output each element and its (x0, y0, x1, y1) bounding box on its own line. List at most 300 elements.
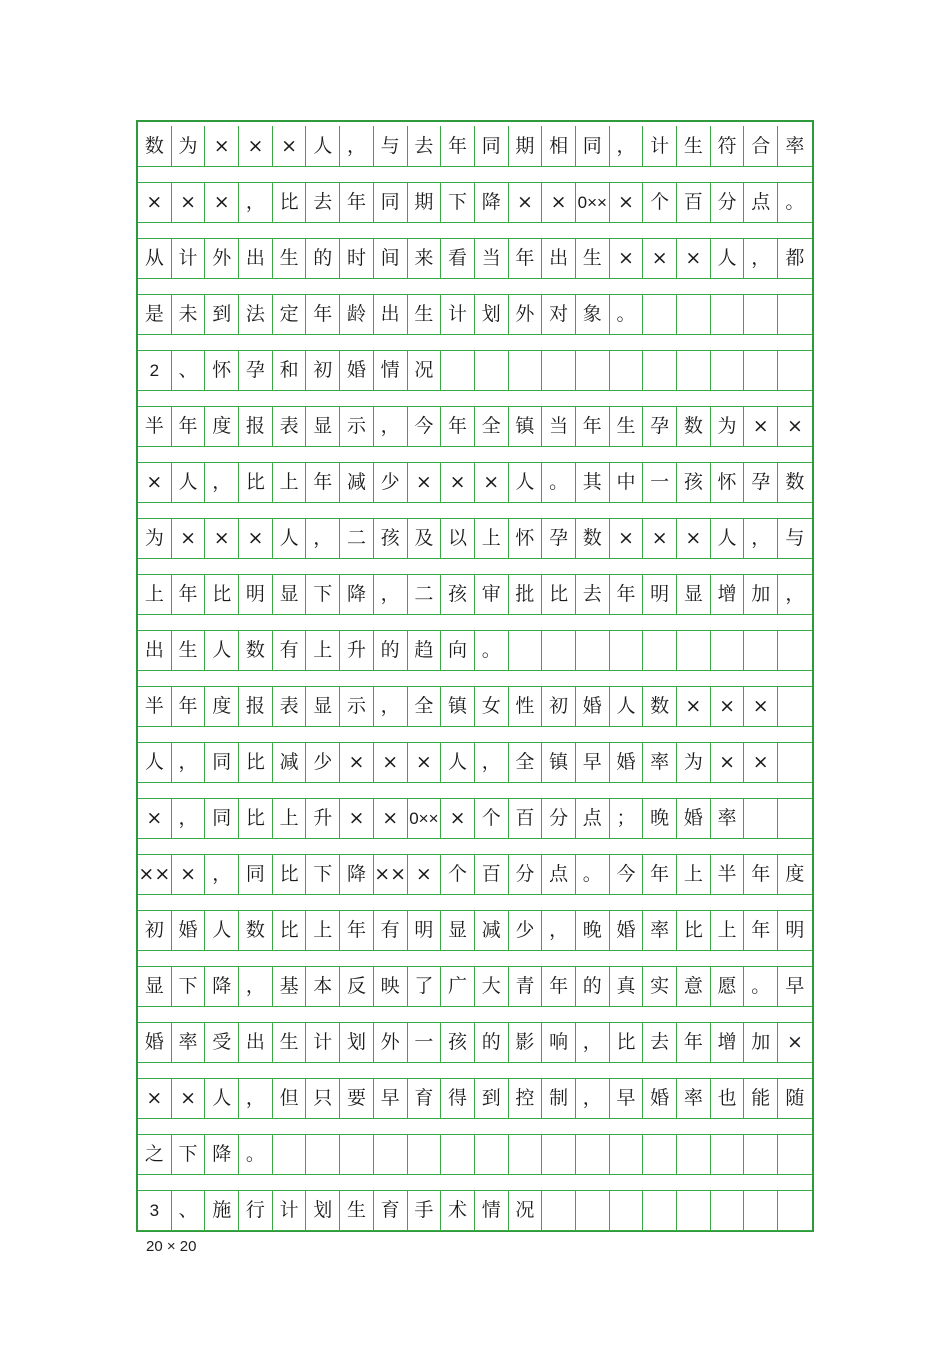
grid-cell: 3 (138, 1190, 172, 1230)
grid-cell: 年 (610, 574, 644, 614)
grid-cell: 划 (340, 1022, 374, 1062)
grid-cell (610, 350, 644, 390)
grid-cell: × (475, 462, 509, 502)
grid-cell: 随 (785, 1086, 805, 1109)
grid-cell: 分 (509, 854, 543, 894)
grid-cell: 及 (408, 518, 442, 558)
grid-cell: 少 (374, 462, 408, 502)
grid-cell: × (643, 238, 677, 278)
grid-cell: 个 (441, 854, 475, 894)
grid-cell: 对 (542, 294, 576, 334)
grid-cell: 降 (340, 574, 374, 614)
grid-cell: 今 (408, 406, 442, 446)
row-spacer (138, 502, 812, 519)
grid-cell: 少 (509, 910, 543, 950)
grid-cell: 的 (306, 238, 340, 278)
grid-cell: 孩 (441, 1022, 475, 1062)
row-spacer (138, 278, 812, 295)
grid-row (138, 686, 812, 727)
grid-cell: 早 (610, 1078, 644, 1118)
grid-cell: 百 (509, 798, 543, 838)
grid-cell: 上 (306, 910, 340, 950)
grid-cell: 显 (273, 574, 307, 614)
grid-cell: 符 (711, 126, 745, 166)
grid-cell (711, 630, 745, 670)
grid-cell: 出 (374, 294, 408, 334)
grid-cell: 人 (711, 518, 745, 558)
grid-cell: × (744, 742, 778, 782)
grid-cell (677, 630, 711, 670)
grid-cell: 孕 (744, 462, 778, 502)
grid-cell: 本 (306, 966, 340, 1006)
grid-cell: 比 (677, 910, 711, 950)
grid-cell: 。 (785, 190, 805, 213)
grid-cell: 生 (677, 126, 711, 166)
grid-cell: 初 (542, 686, 576, 726)
grid-cell: 孩 (677, 462, 711, 502)
manuscript-grid-paper (136, 120, 814, 1232)
grid-cell: 出 (239, 1022, 273, 1062)
grid-cell: × (172, 182, 206, 222)
grid-cell: 与 (374, 126, 408, 166)
grid-cell: 升 (340, 630, 374, 670)
grid-cell: 今 (610, 854, 644, 894)
grid-cell: 一 (643, 462, 677, 502)
grid-cell: × (205, 182, 239, 222)
grid-cell: × (786, 414, 803, 437)
grid-cell: 婚 (677, 798, 711, 838)
grid-cell (711, 1134, 745, 1174)
row-spacer (138, 1118, 812, 1135)
grid-cell: 数 (643, 686, 677, 726)
grid-cell: 外 (374, 1022, 408, 1062)
grid-cell: ， (610, 126, 644, 166)
grid-cell: 比 (239, 462, 273, 502)
grid-cell (744, 1190, 778, 1230)
grid-cell: 审 (475, 574, 509, 614)
grid-cell: ， (205, 854, 239, 894)
grid-cell: 以 (441, 518, 475, 558)
grid-cell: 比 (610, 1022, 644, 1062)
grid-cell: 人 (205, 630, 239, 670)
grid-cell: 未 (172, 294, 206, 334)
grid-cell: 人 (711, 238, 745, 278)
grid-cell: 况 (408, 350, 442, 390)
row-spacer (138, 894, 812, 911)
grid-cell: 看 (441, 238, 475, 278)
grid-cell: × (138, 462, 172, 502)
grid-cell: 少 (306, 742, 340, 782)
grid-cell: 比 (239, 742, 273, 782)
grid-cell: × (273, 126, 307, 166)
grid-cell: 明 (643, 574, 677, 614)
grid-cell: 晚 (643, 798, 677, 838)
grid-cell: 相 (542, 126, 576, 166)
grid-cell: 早 (785, 974, 805, 997)
grid-cell: 青 (509, 966, 543, 1006)
grid-cell: 明 (239, 574, 273, 614)
grid-cell: 批 (509, 574, 543, 614)
grid-cell: 婚 (576, 686, 610, 726)
grid-cell: 怀 (205, 350, 239, 390)
grid-cell: ， (542, 910, 576, 950)
grid-cell: 法 (239, 294, 273, 334)
grid-cell: × (786, 1030, 803, 1053)
grid-cell (610, 1134, 644, 1174)
grid-cell: ， (374, 406, 408, 446)
grid-cell: 响 (542, 1022, 576, 1062)
grid-cell: 半 (711, 854, 745, 894)
grid-cell: 年 (306, 462, 340, 502)
grid-cell: × (408, 854, 442, 894)
grid-cell: ×× (138, 854, 172, 894)
grid-cell (711, 1190, 745, 1230)
grid-cell: ； (610, 798, 644, 838)
grid-cell (542, 1190, 576, 1230)
grid-cell: 上 (475, 518, 509, 558)
grid-cell: 比 (239, 798, 273, 838)
grid-cell: 婚 (172, 910, 206, 950)
grid-cell: 半 (138, 406, 172, 446)
grid-cell (408, 1134, 442, 1174)
grid-cell: × (340, 742, 374, 782)
grid-cell: 上 (306, 630, 340, 670)
grid-cell: 0×× (408, 798, 442, 838)
grid-cell: × (205, 518, 239, 558)
grid-row (138, 966, 812, 1007)
grid-cell: × (239, 518, 273, 558)
grid-cell (677, 350, 711, 390)
grid-cell: 镇 (542, 742, 576, 782)
grid-cell: 显 (677, 574, 711, 614)
row-spacer (138, 334, 812, 351)
grid-cell: 降 (475, 182, 509, 222)
grid-cell: 得 (441, 1078, 475, 1118)
grid-cell: 孩 (441, 574, 475, 614)
grid-cell: 都 (785, 246, 805, 269)
grid-cell: 比 (273, 910, 307, 950)
grid-cell (509, 350, 543, 390)
grid-cell: 比 (542, 574, 576, 614)
grid-cell (643, 294, 677, 334)
grid-cell (778, 294, 812, 334)
grid-cell: 全 (509, 742, 543, 782)
grid-cell: 去 (576, 574, 610, 614)
grid-cell (643, 1134, 677, 1174)
row-spacer (138, 1062, 812, 1079)
grid-cell (778, 798, 812, 838)
grid-cell: ， (576, 1022, 610, 1062)
grid-cell: 间 (374, 238, 408, 278)
grid-cell: 显 (306, 406, 340, 446)
grid-cell: 孕 (239, 350, 273, 390)
grid-cell: 同 (576, 126, 610, 166)
grid-size-label: 20 × 20 (146, 1238, 197, 1255)
grid-cell: × (138, 798, 172, 838)
grid-cell: 期 (408, 182, 442, 222)
grid-cell: 数 (785, 470, 805, 493)
grid-cell: 期 (509, 126, 543, 166)
grid-cell: 术 (441, 1190, 475, 1230)
grid-cell: × (172, 854, 206, 894)
grid-cell: ， (374, 574, 408, 614)
grid-cell: 同 (475, 126, 509, 166)
row-spacer (138, 166, 812, 183)
grid-cell: 意 (677, 966, 711, 1006)
grid-cell: 点 (576, 798, 610, 838)
grid-cell: 来 (408, 238, 442, 278)
grid-cell: ， (576, 1078, 610, 1118)
grid-cell: ， (239, 1078, 273, 1118)
grid-cell: 晚 (576, 910, 610, 950)
grid-cell: 婚 (138, 1022, 172, 1062)
grid-cell (374, 1134, 408, 1174)
grid-cell (475, 1134, 509, 1174)
grid-cell: × (172, 1078, 206, 1118)
grid-cell: 为 (677, 742, 711, 782)
grid-cell: × (441, 798, 475, 838)
grid-cell: 2 (138, 350, 172, 390)
grid-cell (441, 1134, 475, 1174)
grid-cell: 反 (340, 966, 374, 1006)
grid-cell: 去 (306, 182, 340, 222)
grid-cell: 减 (273, 742, 307, 782)
grid-row (138, 294, 812, 335)
grid-cell: 年 (441, 406, 475, 446)
grid-cell: 从 (138, 238, 172, 278)
grid-cell: 下 (306, 854, 340, 894)
grid-cell: 年 (542, 966, 576, 1006)
grid-row (138, 1022, 812, 1063)
grid-cell: 出 (542, 238, 576, 278)
grid-cell: × (677, 518, 711, 558)
grid-cell: 计 (172, 238, 206, 278)
grid-cell: 去 (408, 126, 442, 166)
grid-cell: 降 (340, 854, 374, 894)
grid-cell (273, 1134, 307, 1174)
grid-cell: ， (306, 518, 340, 558)
grid-cell: 全 (475, 406, 509, 446)
grid-cell: 要 (340, 1078, 374, 1118)
grid-cell: 初 (138, 910, 172, 950)
grid-cell: 到 (475, 1078, 509, 1118)
grid-cell: 减 (340, 462, 374, 502)
grid-row (138, 406, 812, 447)
grid-cell: 计 (441, 294, 475, 334)
grid-cell: 人 (273, 518, 307, 558)
grid-cell (778, 630, 812, 670)
grid-cell: × (374, 742, 408, 782)
grid-cell (576, 1190, 610, 1230)
grid-cell: 下 (441, 182, 475, 222)
grid-cell (542, 1134, 576, 1174)
grid-cell (610, 630, 644, 670)
grid-cell: 率 (643, 742, 677, 782)
grid-cell: 0×× (576, 182, 610, 222)
grid-cell: 年 (340, 182, 374, 222)
grid-cell: 映 (374, 966, 408, 1006)
grid-row (138, 798, 812, 839)
grid-cell: 到 (205, 294, 239, 334)
grid-cell: 真 (610, 966, 644, 1006)
grid-cell: 影 (509, 1022, 543, 1062)
grid-cell (509, 630, 543, 670)
grid-cell: 人 (509, 462, 543, 502)
grid-cell: 数 (576, 518, 610, 558)
grid-cell: 下 (172, 966, 206, 1006)
grid-cell: 明 (785, 918, 805, 941)
grid-cell (643, 350, 677, 390)
grid-cell: 显 (441, 910, 475, 950)
grid-cell: 人 (205, 1078, 239, 1118)
grid-cell: 显 (138, 966, 172, 1006)
grid-cell: 人 (205, 910, 239, 950)
grid-cell: 显 (306, 686, 340, 726)
grid-row (138, 910, 812, 951)
grid-cell: 为 (711, 406, 745, 446)
grid-cell: 和 (273, 350, 307, 390)
grid-cell: 率 (677, 1078, 711, 1118)
grid-cell: 数 (677, 406, 711, 446)
grid-cell: 生 (273, 1022, 307, 1062)
grid-row (138, 462, 812, 503)
grid-cell: 生 (340, 1190, 374, 1230)
grid-cell: × (374, 798, 408, 838)
grid-cell: × (744, 686, 778, 726)
grid-cell: 大 (475, 966, 509, 1006)
grid-cell: 个 (643, 182, 677, 222)
grid-cell: 点 (542, 854, 576, 894)
row-spacer (138, 950, 812, 967)
grid-cell: 年 (172, 406, 206, 446)
grid-cell: 率 (785, 134, 805, 157)
grid-cell: 出 (138, 630, 172, 670)
grid-cell: × (340, 798, 374, 838)
grid-cell: ， (744, 238, 778, 278)
grid-cell: 二 (408, 574, 442, 614)
grid-cell: 上 (138, 574, 172, 614)
grid-cell: 。 (475, 630, 509, 670)
grid-cell: 报 (239, 686, 273, 726)
grid-cell: 同 (205, 742, 239, 782)
grid-cell: 上 (677, 854, 711, 894)
grid-cell: 同 (205, 798, 239, 838)
grid-cell: 为 (172, 126, 206, 166)
grid-cell: 示 (340, 406, 374, 446)
grid-cell (744, 1134, 778, 1174)
grid-cell: 婚 (643, 1078, 677, 1118)
grid-cell: × (239, 126, 273, 166)
grid-cell: 。 (239, 1134, 273, 1174)
grid-cell: 百 (475, 854, 509, 894)
grid-cell: 率 (643, 910, 677, 950)
grid-cell: 二 (340, 518, 374, 558)
grid-cell: ， (205, 462, 239, 502)
grid-cell: 表 (273, 406, 307, 446)
row-spacer (138, 222, 812, 239)
grid-cell (677, 1190, 711, 1230)
grid-cell: 、 (172, 350, 206, 390)
grid-cell: 怀 (711, 462, 745, 502)
grid-cell (778, 350, 812, 390)
grid-cell: 的 (374, 630, 408, 670)
grid-row (138, 1078, 812, 1119)
grid-cell: 合 (744, 126, 778, 166)
grid-cell: × (509, 182, 543, 222)
grid-cell: 人 (610, 686, 644, 726)
grid-cell: 生 (610, 406, 644, 446)
grid-cell: 个 (475, 798, 509, 838)
grid-cell: 初 (306, 350, 340, 390)
grid-cell: 分 (542, 798, 576, 838)
grid-cell: ， (785, 582, 805, 605)
grid-cell: 加 (744, 1022, 778, 1062)
grid-cell (643, 1190, 677, 1230)
grid-row (138, 126, 812, 167)
grid-row (138, 518, 812, 559)
grid-row (138, 1134, 812, 1175)
grid-cell: 比 (273, 854, 307, 894)
row-spacer (138, 558, 812, 575)
grid-cell: 控 (509, 1078, 543, 1118)
row-spacer (138, 390, 812, 407)
grid-cell: 的 (475, 1022, 509, 1062)
grid-cell: 生 (172, 630, 206, 670)
grid-cell: 行 (239, 1190, 273, 1230)
grid-cell: 一 (408, 1022, 442, 1062)
grid-cell: 生 (576, 238, 610, 278)
grid-cell: ， (172, 798, 206, 838)
grid-cell: 计 (273, 1190, 307, 1230)
grid-cell: 出 (239, 238, 273, 278)
grid-cell: 上 (273, 798, 307, 838)
grid-cell (441, 350, 475, 390)
grid-cell: 育 (374, 1190, 408, 1230)
grid-cell: 是 (138, 294, 172, 334)
grid-cell: 也 (711, 1078, 745, 1118)
grid-cell: 愿 (711, 966, 745, 1006)
grid-cell: 增 (711, 1022, 745, 1062)
grid-row (138, 350, 812, 391)
grid-cell: 基 (273, 966, 307, 1006)
grid-cell: 年 (643, 854, 677, 894)
grid-cell: × (744, 406, 778, 446)
grid-cell: 人 (172, 462, 206, 502)
grid-cell: 百 (677, 182, 711, 222)
grid-row (138, 630, 812, 671)
grid-cell: 情 (374, 350, 408, 390)
grid-cell: × (542, 182, 576, 222)
grid-cell: 。 (610, 294, 644, 334)
grid-cell: 当 (475, 238, 509, 278)
grid-cell: ， (475, 742, 509, 782)
grid-cell: 孕 (643, 406, 677, 446)
grid-cell: 生 (273, 238, 307, 278)
grid-cell: 下 (172, 1134, 206, 1174)
grid-row (138, 238, 812, 279)
grid-cell: 上 (711, 910, 745, 950)
grid-row (138, 574, 812, 615)
grid-cell: 人 (441, 742, 475, 782)
grid-cell (677, 294, 711, 334)
grid-cell: 减 (475, 910, 509, 950)
grid-cell: 性 (509, 686, 543, 726)
grid-cell: × (677, 238, 711, 278)
grid-cell: × (711, 742, 745, 782)
grid-cell: × (643, 518, 677, 558)
grid-cell: 半 (138, 686, 172, 726)
grid-cell (778, 1134, 812, 1174)
